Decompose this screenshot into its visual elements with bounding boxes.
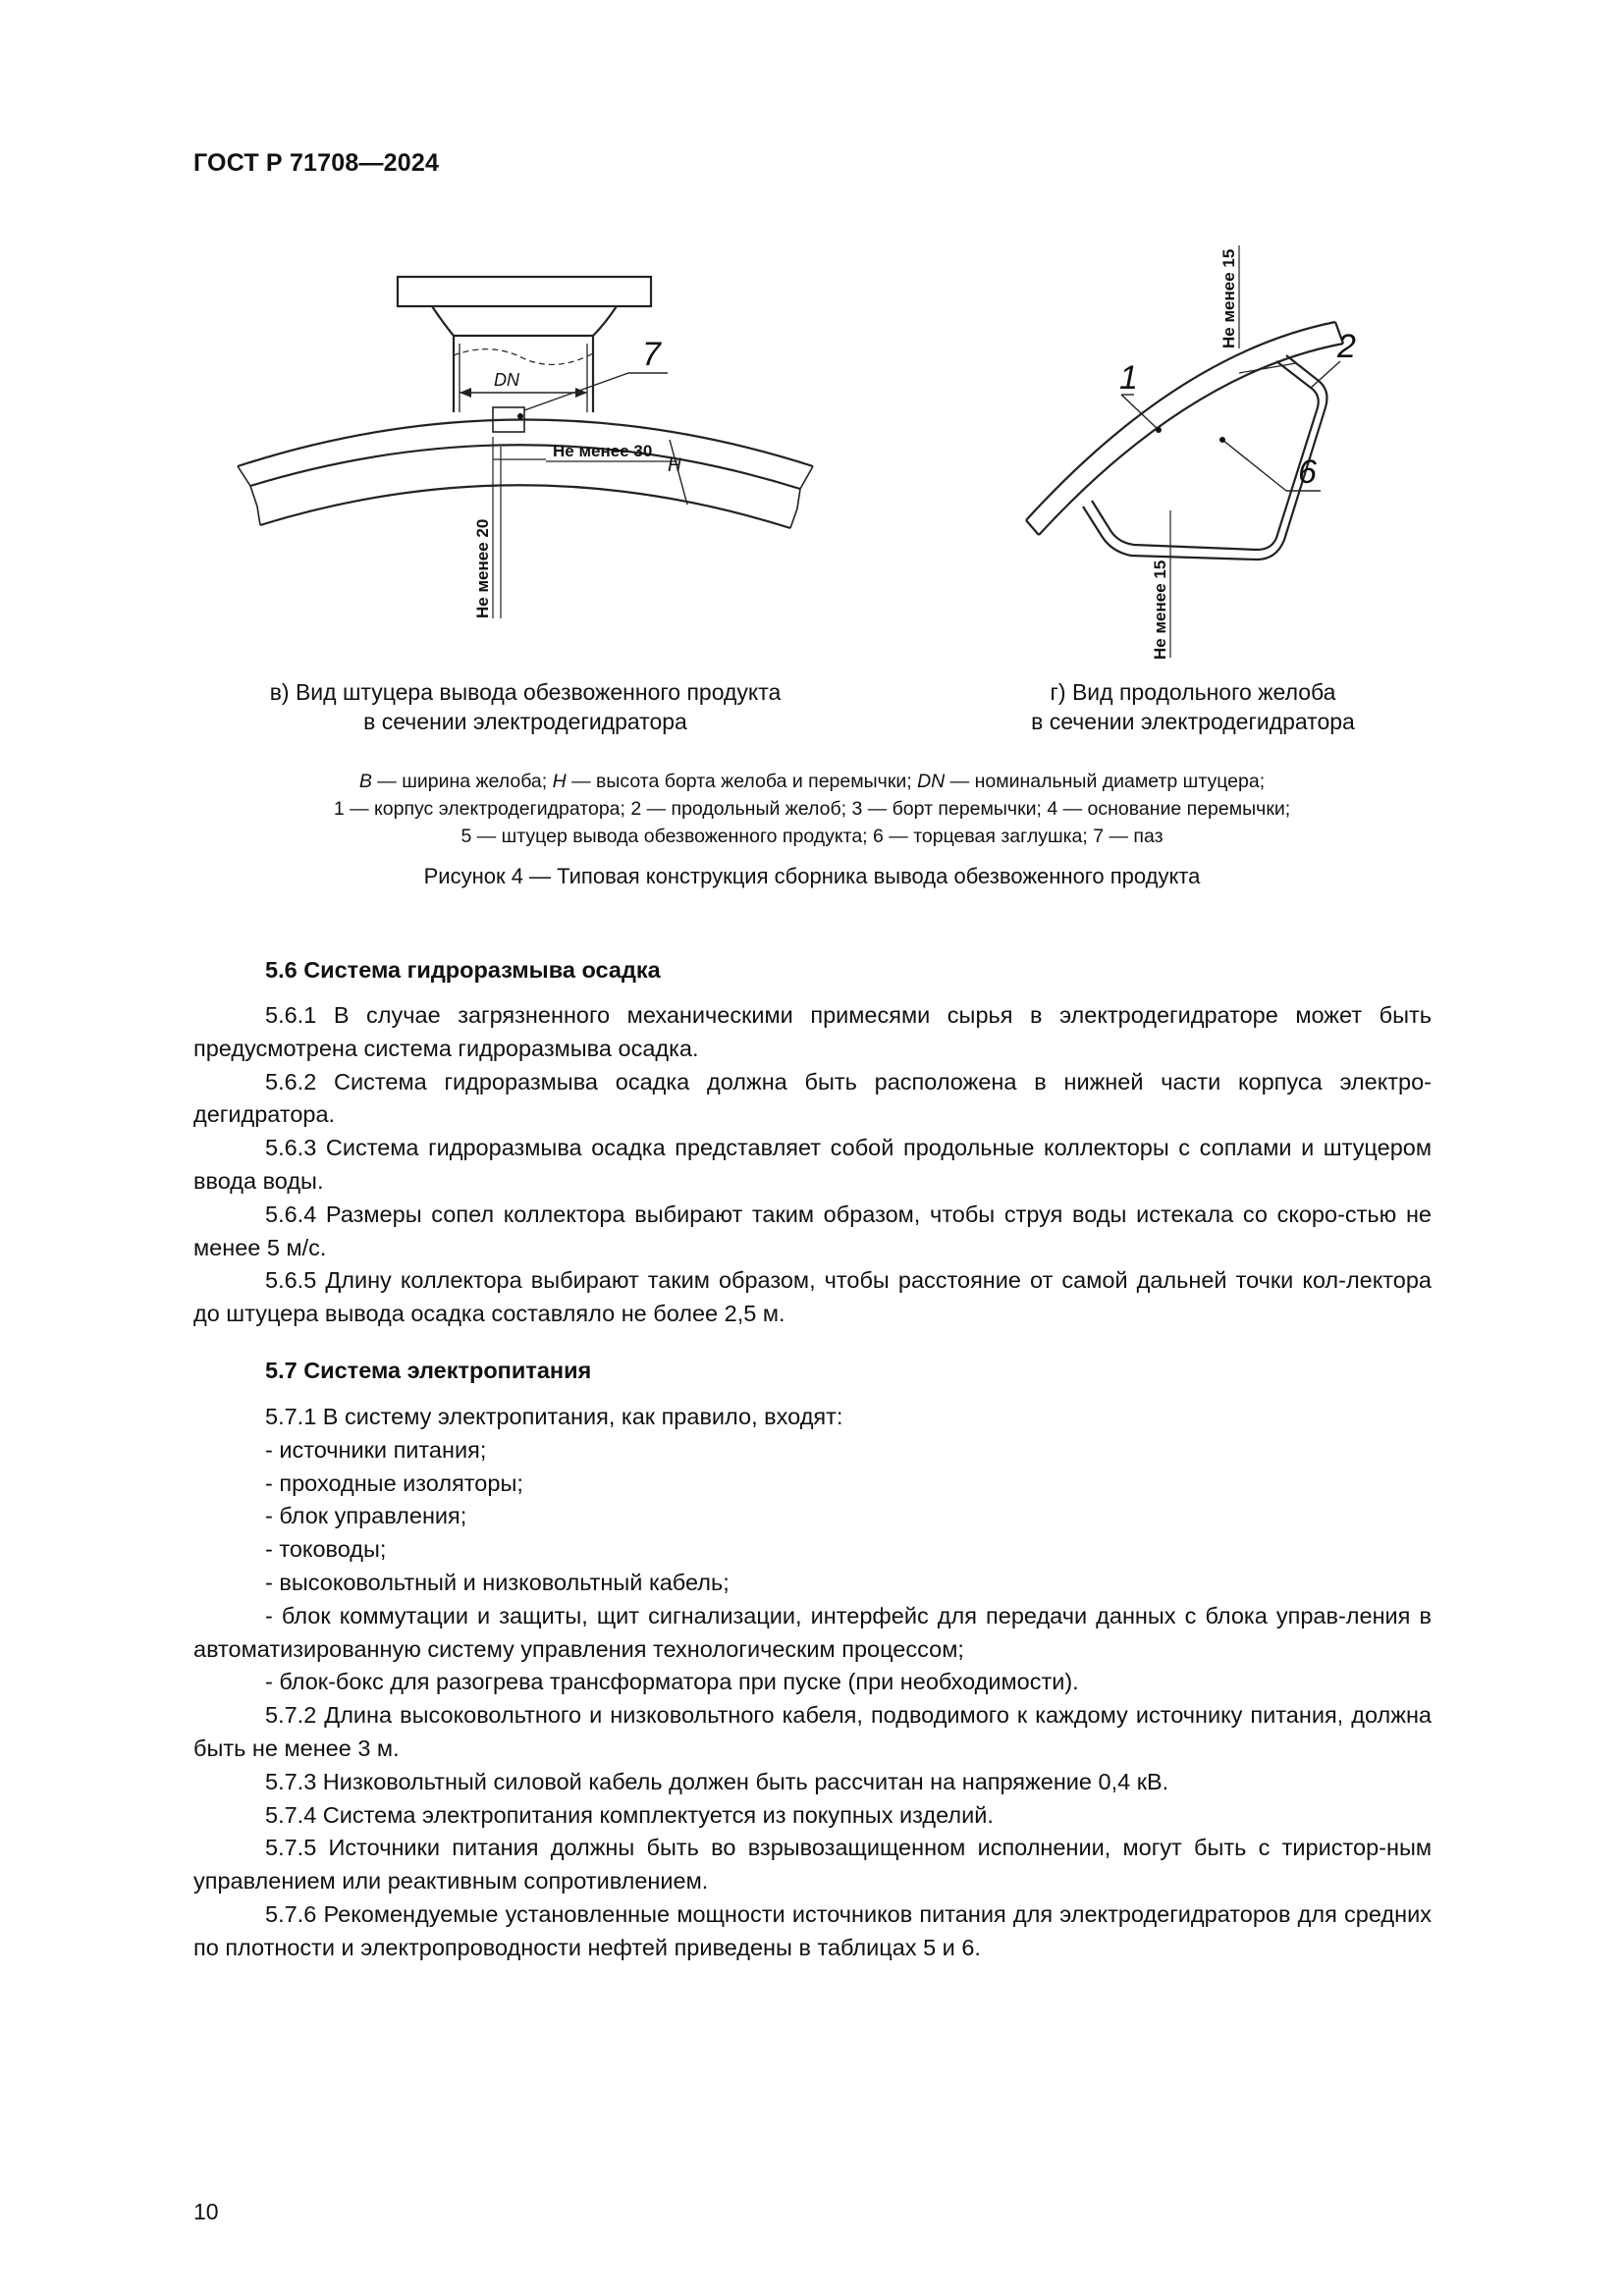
subcaption-v <box>226 677 825 736</box>
document-header: ГОСТ Р 71708—2024 <box>193 149 440 177</box>
section-5-6-body <box>193 999 1432 1331</box>
min-20-label: Не менее 20 <box>473 518 492 618</box>
callout-2: 2 <box>1337 328 1356 365</box>
list-item: - блок-бокс для разогрева трансформатора при пуске (при необходимости). <box>265 1669 1079 1695</box>
legend-line-3: 5 — штуцер вывода обезвоженного продукта; 6 — торцевая заглушка; 7 — паз <box>460 826 1164 847</box>
list-item: - блок управления; <box>265 1503 467 1529</box>
list-item: - высоковольтный и низковольтный кабель; <box>265 1569 730 1595</box>
min-15-top-label: Не менее 15 <box>1219 248 1238 348</box>
callout-6: 6 <box>1298 454 1317 491</box>
callout-1: 1 <box>1119 359 1138 397</box>
legend-line-1: B — ширина желоба; H — высота борта желоба и перемычки; DN — номинальный диаметр штуцера; <box>358 771 1266 792</box>
section-5-6-title: 5.6 Система гидроразмыва осадка <box>265 957 661 983</box>
subcaption-g-line: в сечении электродегидратора <box>1031 709 1355 734</box>
dn-label: DN <box>494 370 519 390</box>
paragraph: 5.6.3 Система гидроразмыва осадка представляет собой продольные коллекторы с соплами и штуцером ввода воды. <box>193 1135 1432 1194</box>
paragraph: 5.7.3 Низковольтный силовой кабель должен быть рассчитан на напряжение 0,4 кВ. <box>265 1768 1169 1794</box>
legend-line-2: 1 — корпус электродегидратора; 2 — продольный желоб; 3 — борт перемычки; 4 — основание перемычки; <box>333 798 1291 820</box>
subcaption-v-line: в) Вид штуцера вывода обезвоженного продукта <box>269 679 782 705</box>
nozzle-flange-drawing <box>238 277 813 618</box>
subcaption-v-line: в сечении электродегидратора <box>363 709 687 734</box>
paragraph: 5.7.5 Источники питания должны быть во взрывозащищенном исполнении, могут быть с тиристор-ным управлением или реактивным сопротивлением. <box>193 1835 1432 1895</box>
min-15-bottom-label: Не менее 15 <box>1151 560 1169 660</box>
figure-caption: Рисунок 4 — Типовая конструкция сборника вывода обезвоженного продукта <box>423 864 1201 888</box>
paragraph: 5.7.6 Рекомендуемые установленные мощности источников питания для электродегидраторов для средних по плотности и электропроводности нефтей приведены в таблицах 5 и 6. <box>193 1900 1432 1960</box>
subcaption-g <box>972 677 1414 736</box>
paragraph: 5.6.2 Система гидроразмыва осадка должна быть расположена в нижней части корпуса электро-дегидратора. <box>193 1068 1432 1128</box>
paragraph: 5.6.4 Размеры сопел коллектора выбирают таким образом, чтобы струя воды истекала со скоро-стью не менее 5 м/с. <box>193 1201 1432 1260</box>
min-30-label: Не менее 30 <box>553 442 653 460</box>
list-item: - тоководы; <box>265 1536 387 1563</box>
list-item: - источники питания; <box>265 1436 487 1463</box>
list-item: - проходные изоляторы; <box>265 1469 523 1496</box>
paragraph: 5.7.4 Система электропитания комплектуется из покупных изделий. <box>265 1801 994 1828</box>
subcaption-g-line: г) Вид продольного желоба <box>1050 679 1336 705</box>
paragraph: 5.7.2 Длина высоковольтного и низковольтного кабеля, подводимого к каждому источнику питания, должна быть не менее 3 м. <box>193 1702 1432 1761</box>
section-5-7-title: 5.7 Система электропитания <box>265 1358 592 1383</box>
paragraph: 5.6.5 Длину коллектора выбирают таким образом, чтобы расстояние от самой дальней точки кол-лектора до штуцера вывода осадка составляло не более 2,5 м. <box>193 1267 1432 1327</box>
h-label: H <box>668 455 681 476</box>
section-5-7-body <box>193 1401 1432 1965</box>
paragraph: 5.6.1 В случае загрязненного механическими примесями сырья в электродегидраторе может быть предусмотрена система гидроразмыва осадка. <box>193 1002 1432 1061</box>
page-number: 10 <box>193 2199 219 2224</box>
list-item: - блок коммутации и защиты, щит сигнализации, интерфейс для передачи данных с блока управ-ления в автоматизированную систему управления технологическим процессом; <box>193 1602 1432 1662</box>
callout-7: 7 <box>642 336 661 373</box>
figure-legend <box>196 768 1428 850</box>
figure-4-drawing <box>0 216 1624 677</box>
trough-drawing <box>1026 245 1343 658</box>
paragraph: 5.7.1 В систему электропитания, как правило, входят: <box>265 1404 843 1429</box>
